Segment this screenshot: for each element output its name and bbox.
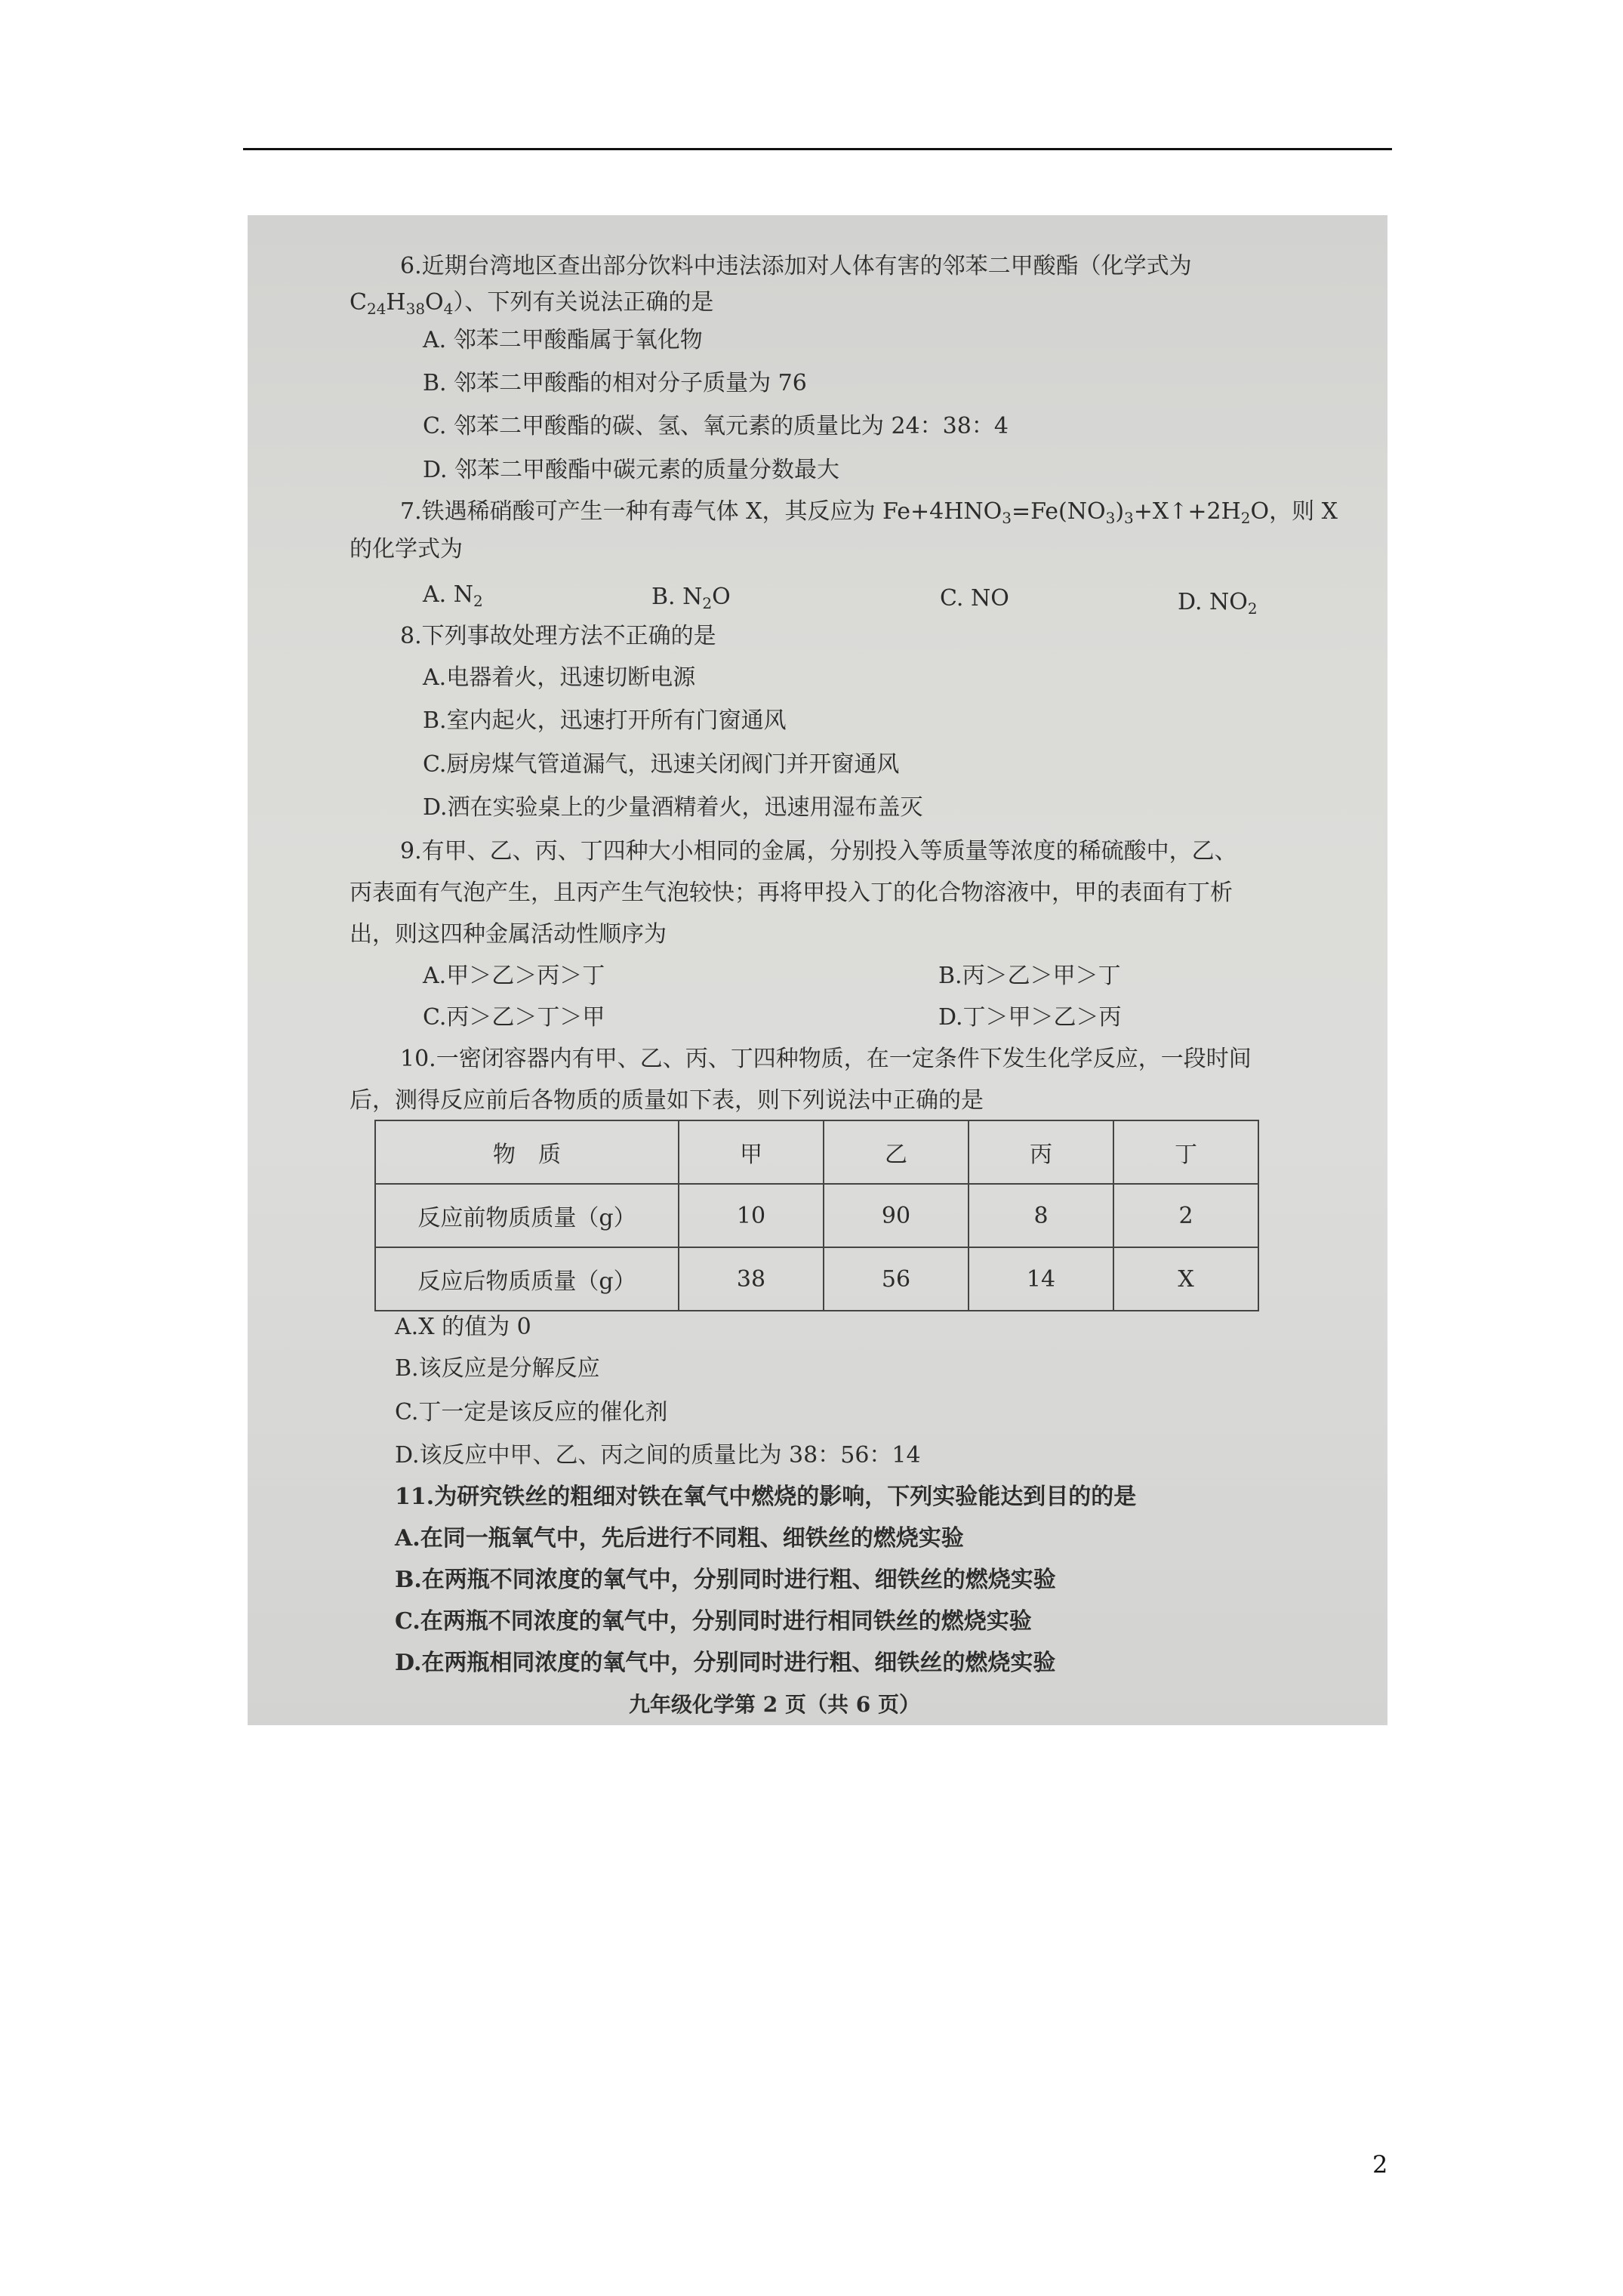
q10-option-a: A.X 的值为 0 bbox=[395, 1314, 531, 1340]
q8-option-d: D.洒在实验桌上的少量酒精着火，迅速用湿布盖灭 bbox=[423, 794, 923, 821]
q10-option-c: C.丁一定是该反应的催化剂 bbox=[395, 1399, 668, 1425]
table-header-row bbox=[375, 1120, 1258, 1184]
q7-option-b: B. $N_2O$ bbox=[651, 584, 731, 612]
q9-option-b: B.丙＞乙＞甲＞丁 bbox=[938, 963, 1121, 989]
q7-option-d: D. $NO_2$ bbox=[1178, 589, 1258, 618]
q11-option-c: C.在两瓶不同浓度的氧气中，分别同时进行相同铁丝的燃烧实验 bbox=[395, 1608, 1032, 1635]
table-cell: 物 质 bbox=[375, 1120, 679, 1184]
q9-stem-line1: 9.有甲、乙、丙、丁四种大小相同的金属，分别投入等质量等浓度的稀硫酸中，乙、 bbox=[400, 838, 1237, 864]
q10-stem-line1: 10.一密闭容器内有甲、乙、丙、丁四种物质，在一定条件下发生化学反应，一段时间 bbox=[400, 1046, 1252, 1072]
table-cell: 90 bbox=[824, 1184, 969, 1247]
table-row bbox=[375, 1184, 1258, 1247]
q9-stem-line2: 丙表面有气泡产生，且丙产生气泡较快；再将甲投入丁的化合物溶液中，甲的表面有丁析 bbox=[350, 880, 1233, 906]
table-row bbox=[375, 1247, 1258, 1311]
table-cell: 56 bbox=[824, 1247, 969, 1311]
table-cell: 14 bbox=[969, 1247, 1113, 1311]
q9-option-a: A.甲＞乙＞丙＞丁 bbox=[423, 963, 605, 989]
q8-stem: 8.下列事故处理方法不正确的是 bbox=[400, 623, 716, 649]
q7-option-a: A. $N_2$ bbox=[423, 581, 483, 610]
q11-option-b: B.在两瓶不同浓度的氧气中，分别同时进行粗、细铁丝的燃烧实验 bbox=[395, 1567, 1056, 1593]
q11-option-a: A.在同一瓶氧气中，先后进行不同粗、细铁丝的燃烧实验 bbox=[395, 1525, 964, 1552]
q10-option-d: D.该反应中甲、乙、丙之间的质量比为 38：56：14 bbox=[395, 1442, 921, 1469]
table-cell: 反应前物质质量（g） bbox=[375, 1184, 679, 1247]
q7-option-c: C. NO bbox=[940, 585, 1009, 612]
q6-stem-line1: 6.近期台湾地区查出部分饮料中违法添加对人体有害的邻苯二甲酸酯（化学式为 bbox=[400, 253, 1192, 279]
mass-table bbox=[374, 1120, 1259, 1311]
q9-option-c: C.丙＞乙＞丁＞甲 bbox=[423, 1004, 605, 1031]
q6-option-b: B. 邻苯二甲酸酯的相对分子质量为 76 bbox=[423, 370, 807, 396]
q10-stem-line2: 后，测得反应前后各物质的质量如下表，则下列说法中正确的是 bbox=[350, 1087, 984, 1114]
table-cell: 10 bbox=[679, 1184, 824, 1247]
page-number: 2 bbox=[1372, 2150, 1388, 2179]
scan-footer: 九年级化学第 2 页（共 6 页） bbox=[629, 1692, 920, 1717]
table-cell: X bbox=[1113, 1247, 1258, 1311]
table-cell: 2 bbox=[1113, 1184, 1258, 1247]
q7-stem-line1: 7.铁遇稀硝酸可产生一种有毒气体 X，其反应为 $Fe+4HNO_3=Fe(NO_3)_3+X↑+2H_2O$，则 X bbox=[400, 498, 1338, 527]
q8-option-b: B.室内起火，迅速打开所有门窗通风 bbox=[423, 707, 787, 734]
q9-stem-line3: 出，则这四种金属活动性顺序为 bbox=[350, 921, 667, 948]
q6-option-d: D. 邻苯二甲酸酯中碳元素的质量分数最大 bbox=[423, 457, 840, 483]
table-cell: 8 bbox=[969, 1184, 1113, 1247]
q10-option-b: B.该反应是分解反应 bbox=[395, 1355, 600, 1382]
table-cell: 反应后物质质量（g） bbox=[375, 1247, 679, 1311]
table-cell: 甲 bbox=[679, 1120, 824, 1184]
scanned-exam-page bbox=[248, 215, 1387, 1725]
q6-option-a: A. 邻苯二甲酸酯属于氧化物 bbox=[423, 327, 703, 353]
table-cell: 乙 bbox=[824, 1120, 969, 1184]
q9-option-d: D.丁＞甲＞乙＞丙 bbox=[938, 1004, 1122, 1031]
table-cell: 38 bbox=[679, 1247, 824, 1311]
q8-option-a: A.电器着火，迅速切断电源 bbox=[423, 664, 696, 691]
q8-option-c: C.厨房煤气管道漏气，迅速关闭阀门并开窗通风 bbox=[423, 751, 900, 778]
table-cell: 丁 bbox=[1113, 1120, 1258, 1184]
q11-option-d: D.在两瓶相同浓度的氧气中，分别同时进行粗、细铁丝的燃烧实验 bbox=[395, 1650, 1056, 1676]
q6-stem-line2: $C_{24}H_{38}O_4$）、下列有关说法正确的是 bbox=[350, 289, 714, 318]
q6-option-c: C. 邻苯二甲酸酯的碳、氢、氧元素的质量比为 24：38：4 bbox=[423, 413, 1009, 439]
table-cell: 丙 bbox=[969, 1120, 1113, 1184]
q7-stem-line2: 的化学式为 bbox=[350, 536, 463, 562]
header-rule bbox=[243, 148, 1392, 150]
q11-stem: 11.为研究铁丝的粗细对铁在氧气中燃烧的影响，下列实验能达到目的的是 bbox=[395, 1484, 1137, 1510]
